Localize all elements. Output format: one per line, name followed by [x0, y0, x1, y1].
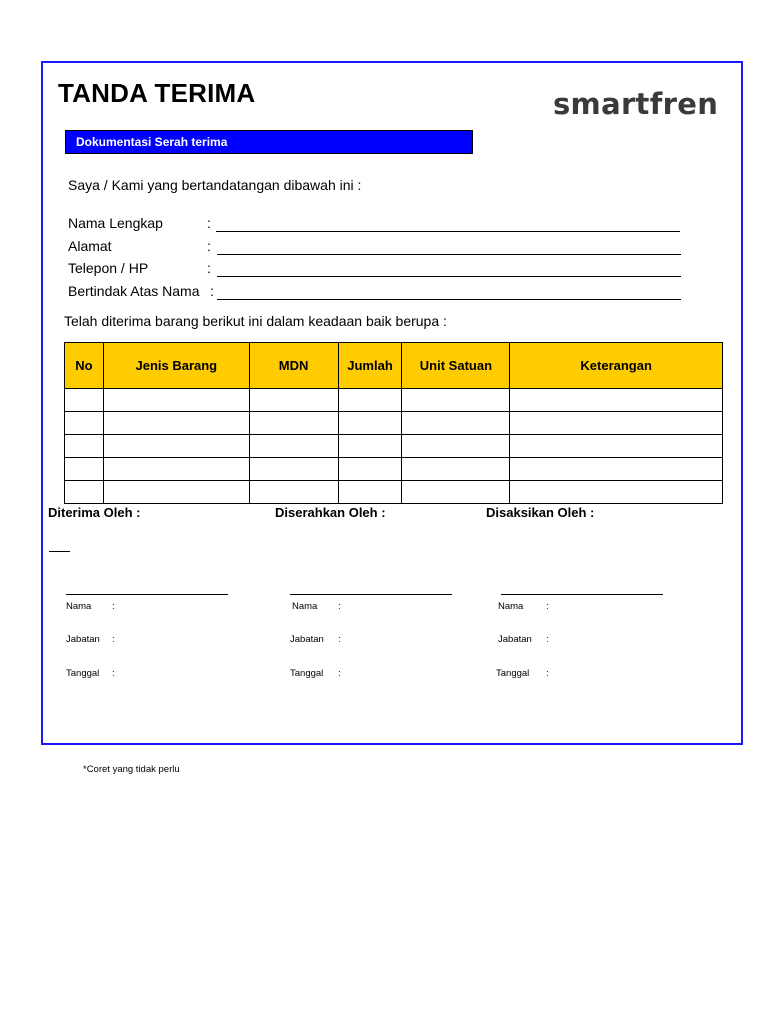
table-cell[interactable] — [249, 481, 338, 504]
document-title: TANDA TERIMA — [58, 78, 256, 108]
header-jumlah: Jumlah — [338, 343, 402, 389]
field-colon: : — [210, 283, 214, 299]
field-alamat — [68, 238, 688, 258]
header-no: No — [65, 343, 104, 389]
signature-line-received[interactable] — [66, 594, 228, 595]
table-cell[interactable] — [338, 389, 402, 412]
table-cell[interactable] — [249, 389, 338, 412]
table-cell[interactable] — [402, 481, 510, 504]
table-cell[interactable] — [338, 481, 402, 504]
field-label: Bertindak Atas Nama — [68, 283, 200, 299]
sig-tanggal-label: Tanggal — [290, 668, 324, 679]
field-label: Alamat — [68, 238, 112, 254]
handed-over-by-heading: Diserahkan Oleh : — [275, 505, 386, 520]
table-row — [65, 412, 723, 435]
table-cell[interactable] — [65, 389, 104, 412]
fill-line[interactable] — [217, 276, 681, 277]
field-colon: : — [207, 260, 211, 276]
items-table — [64, 342, 723, 504]
sig-jabatan-label: Jabatan — [498, 634, 532, 645]
sig-colon: : — [338, 634, 341, 645]
table-cell[interactable] — [338, 412, 402, 435]
sig-colon: : — [112, 668, 115, 679]
table-row — [65, 389, 723, 412]
table-cell[interactable] — [249, 458, 338, 481]
table-cell[interactable] — [338, 458, 402, 481]
table-cell[interactable] — [65, 458, 104, 481]
table-cell[interactable] — [510, 412, 723, 435]
table-cell[interactable] — [65, 481, 104, 504]
field-label: Nama Lengkap — [68, 215, 163, 231]
table-cell[interactable] — [510, 389, 723, 412]
sig-tanggal-label: Tanggal — [66, 668, 100, 679]
received-by-heading: Diterima Oleh : — [48, 505, 141, 520]
sig-colon: : — [112, 601, 115, 612]
table-cell[interactable] — [510, 481, 723, 504]
field-colon: : — [207, 215, 211, 231]
smartfren-logo: smartfren — [553, 87, 719, 121]
signature-line-handed-over[interactable] — [290, 594, 452, 595]
table-cell[interactable] — [402, 412, 510, 435]
table-row — [65, 458, 723, 481]
fill-line[interactable] — [216, 231, 680, 232]
table-cell[interactable] — [402, 435, 510, 458]
fill-line[interactable] — [217, 254, 681, 255]
short-underline — [49, 551, 70, 552]
sig-colon: : — [338, 601, 341, 612]
header-keterangan: Keterangan — [510, 343, 723, 389]
table-header-row — [65, 343, 723, 389]
fill-line[interactable] — [217, 299, 681, 300]
witnessed-by-heading: Disaksikan Oleh : — [486, 505, 595, 520]
table-cell[interactable] — [510, 435, 723, 458]
table-cell[interactable] — [103, 481, 249, 504]
sig-jabatan-label: Jabatan — [290, 634, 324, 645]
field-nama-lengkap — [68, 215, 688, 235]
sig-tanggal-label: Tanggal — [496, 668, 530, 679]
sig-colon: : — [546, 601, 549, 612]
header-jenis-barang: Jenis Barang — [103, 343, 249, 389]
header-mdn: MDN — [249, 343, 338, 389]
footnote: *Coret yang tidak perlu — [83, 764, 180, 775]
table-cell[interactable] — [249, 412, 338, 435]
table-cell[interactable] — [103, 389, 249, 412]
table-cell[interactable] — [338, 435, 402, 458]
header-unit-satuan: Unit Satuan — [402, 343, 510, 389]
sig-colon: : — [546, 668, 549, 679]
intro-text: Saya / Kami yang bertandatangan dibawah ini : — [68, 177, 362, 193]
signature-line-witnessed[interactable] — [501, 594, 663, 595]
table-cell[interactable] — [402, 458, 510, 481]
field-colon: : — [207, 238, 211, 254]
field-label: Telepon / HP — [68, 260, 149, 276]
received-text: Telah diterima barang berikut ini dalam keadaan baik berupa : — [64, 313, 447, 329]
sig-jabatan-label: Jabatan — [66, 634, 100, 645]
table-cell[interactable] — [249, 435, 338, 458]
table-cell[interactable] — [65, 412, 104, 435]
section-banner: Dokumentasi Serah terima — [65, 130, 473, 154]
sig-nama-label: Nama — [66, 601, 92, 612]
table-cell[interactable] — [103, 458, 249, 481]
table-cell[interactable] — [510, 458, 723, 481]
table-cell[interactable] — [65, 435, 104, 458]
table-cell[interactable] — [402, 389, 510, 412]
field-telepon — [68, 260, 688, 280]
sig-colon: : — [338, 668, 341, 679]
table-row — [65, 481, 723, 504]
sig-nama-label: Nama — [292, 601, 318, 612]
table-cell[interactable] — [103, 412, 249, 435]
field-bertindak-atas-nama — [68, 283, 688, 303]
table-cell[interactable] — [103, 435, 249, 458]
sig-colon: : — [546, 634, 549, 645]
table-row — [65, 435, 723, 458]
sig-nama-label: Nama — [498, 601, 524, 612]
sig-colon: : — [112, 634, 115, 645]
